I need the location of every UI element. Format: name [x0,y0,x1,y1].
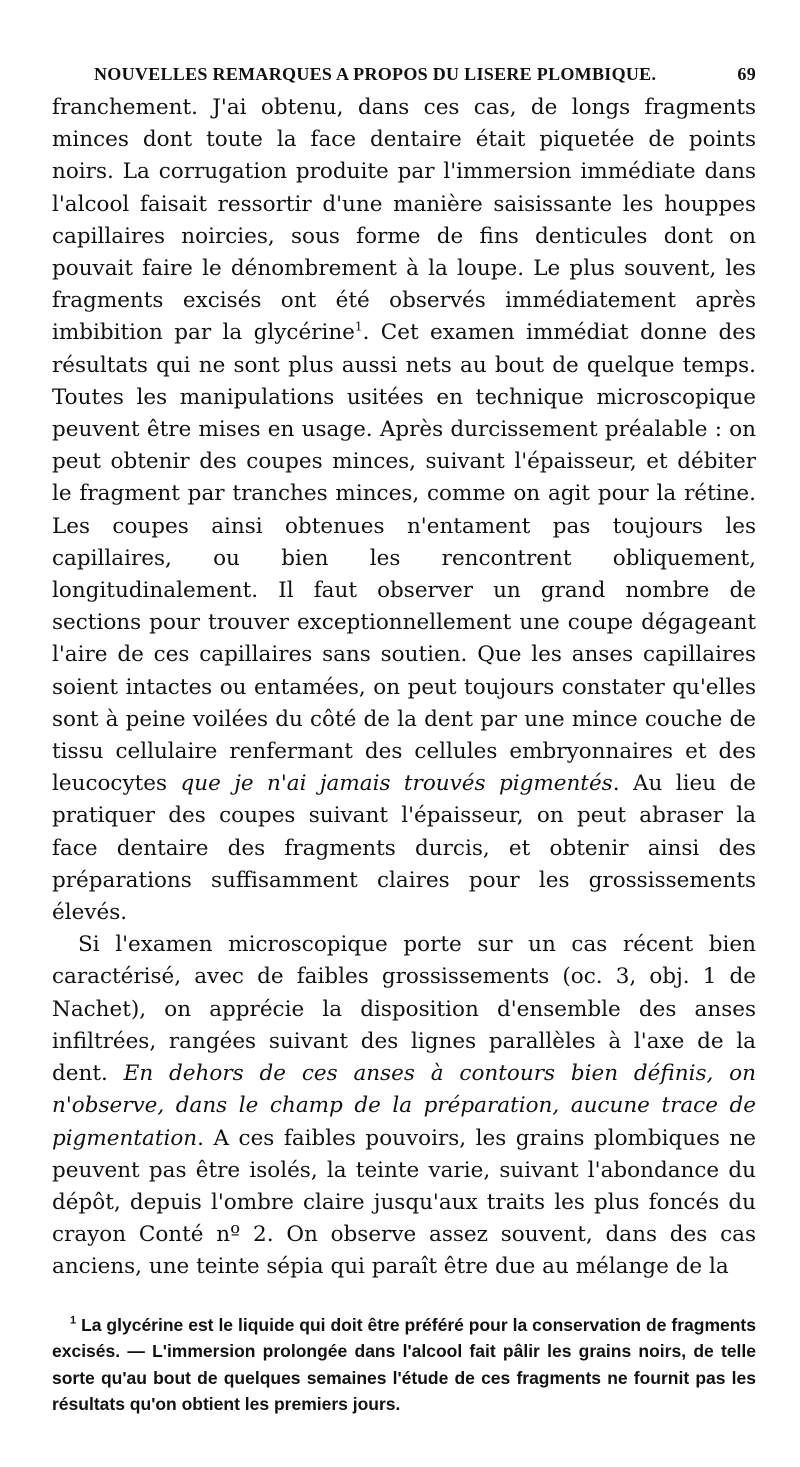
paragraph-2-emphasis: En dehors de ces anses à contours bien définis, on n'observe, dans le champ de la préparation, aucune trace de pigmentation [52,1061,756,1151]
running-title: NOUVELLES REMARQUES A PROPOS DU LISERE PLOMBIQUE. [94,64,657,84]
footnote [52,1312,756,1418]
body-text [52,92,756,1284]
page-header [52,58,756,92]
footnote-reference: 1 [354,320,363,335]
footnote-marker: 1 [70,1313,77,1326]
footnote-separator [52,1284,756,1312]
paragraph-1-part-a: franchement. J'ai obtenu, dans ces cas, de longs fragments minces dont toute la face dentaire était piquetée de points noirs. La corrugation produite par l'immersion immédiate dans l'alcool faisait ressortir d'une manière saisissante les houppes capillaires noircies, sous forme de fins denticules dont on pouvait faire le dénombrement à la loupe. Le plus souvent, les fragments excisés ont été observés immédiatement après imbibition par la glycérine [52,95,756,346]
paragraph-1-part-c: . Au lieu de pratiquer des coupes suivant l'épaisseur, on peut abraser la face dentaire des fragments durcis, et obtenir ainsi des préparations suffisamment claires pour les grossissements élevés. [52,771,756,926]
paragraph-2-part-a: Si l'examen microscopique porte sur un cas récent bien caractérisé, avec de faibles grossissements (oc. 3, obj. 1 de Nachet), on apprécie la disposition d'ensemble des anses infiltrées, rangées suivant des lignes parallèles à l'axe de la dent. [52,932,756,1087]
page-number: 69 [737,64,756,84]
paragraph-2-part-b: . A ces faibles pouvoirs, les grains plombiques ne peuvent pas être isolés, la teinte varie, suivant l'abondance du dépôt, depuis l'ombre claire jusqu'aux traits les plus foncés du crayon Conté nº 2. On observe assez souvent, dans des cas anciens, une teinte sépia qui paraît être due au mélange de la [52,1125,756,1280]
paragraph-1 [52,92,756,929]
footnote-text: La glycérine est le liquide qui doit être préféré pour la conservation de fragments excisés. — L'immersion prolongée dans l'alcool fait pâlir les grains noirs, de telle sorte qu'au bout de quelques semaines l'étude de ces fragments ne fournit pas les résultats qu'on obtient les premiers jours. [52,1314,756,1415]
paragraph-2 [52,929,756,1283]
paragraph-1-part-b: . Cet examen immédiat donne des résultats qui ne sont plus aussi nets au bout de quelque temps. Toutes les manipulations usitées en technique microscopique peuvent être mises en usage. Après durcissement préalable : on peut obtenir des coupes minces, suivant l'épaisseur, et débiter le fragment par tranches minces, comme on agit pour la rétine. Les coupes ainsi obtenues n'entament pas toujours les capillaires, ou bien les rencontrent obliquement, longitudinalement. Il faut observer un grand nombre de sections pour trouver exceptionnellement une coupe dégageant l'aire de ces capillaires sans soutien. Que les anses capillaires soient intactes ou entamées, on peut toujours constater qu'elles sont à peine voilées du côté de la dent par une mince couche de tissu cellulaire renfermant des cellules embryonnaires et des leucocytes [52,320,757,797]
book-page [52,58,756,1418]
paragraph-1-emphasis: que je n'ai jamais trouvés pigmentés [180,771,613,797]
